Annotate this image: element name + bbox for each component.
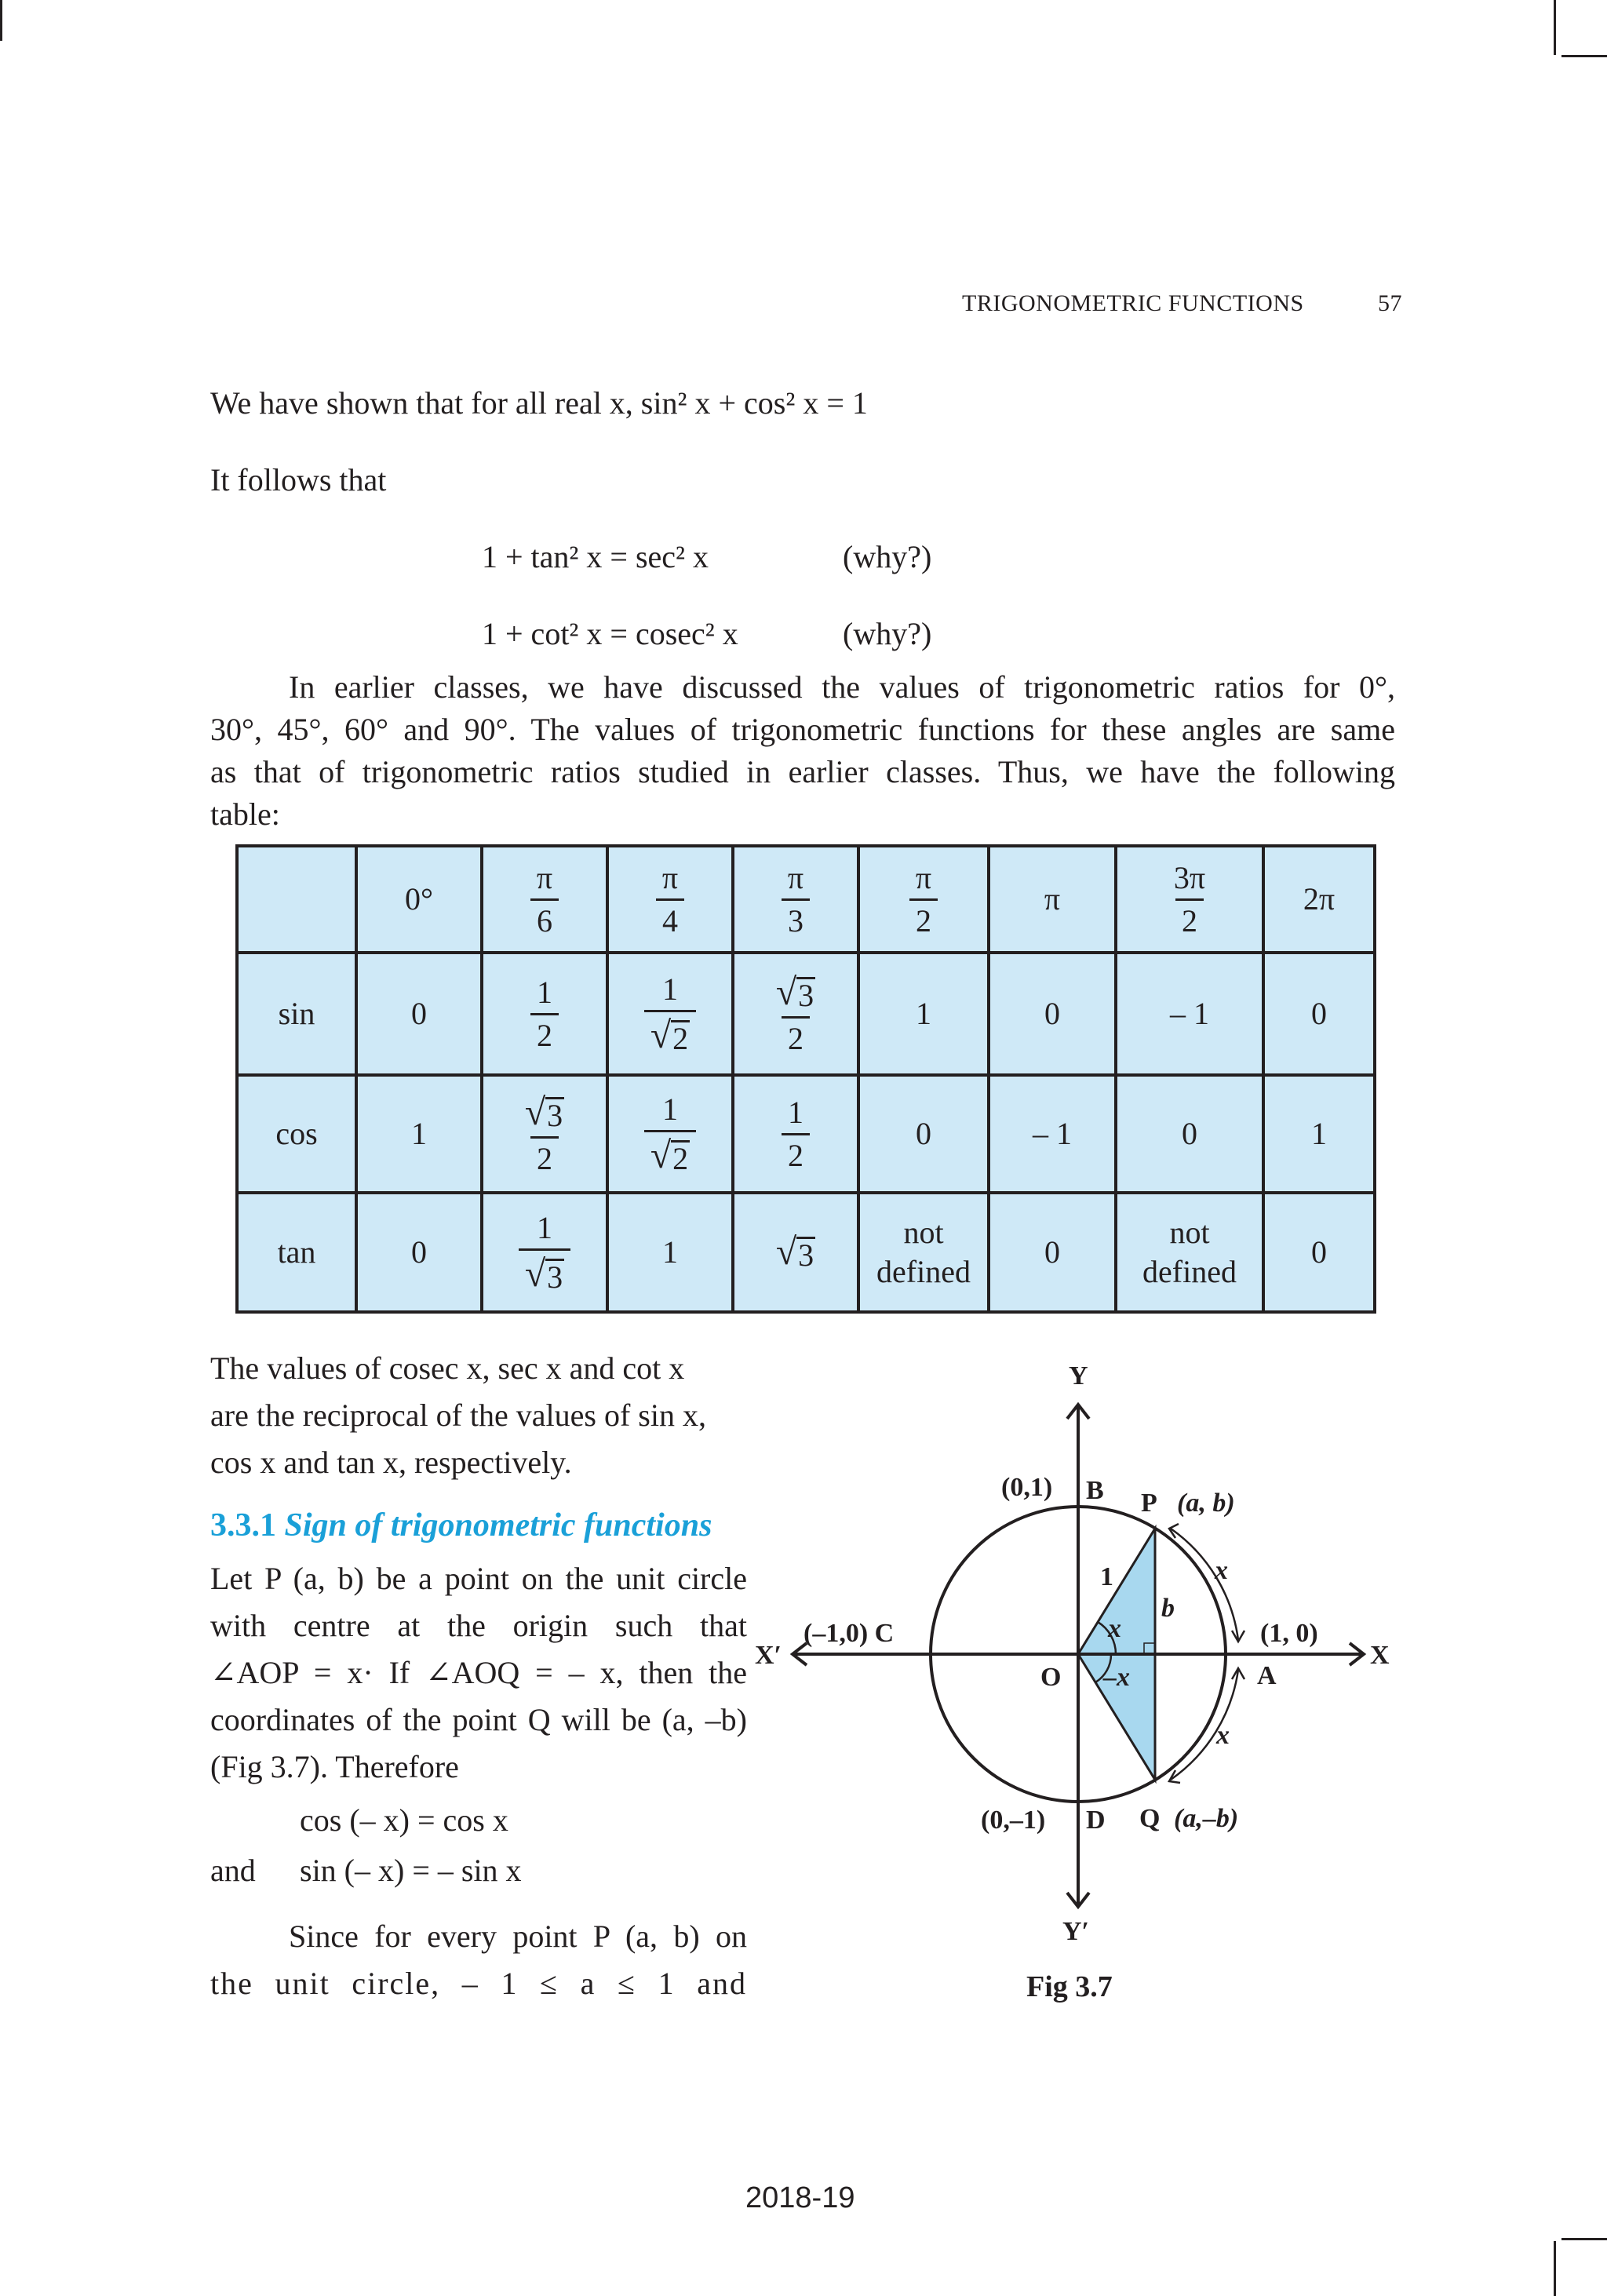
- cos-3pi-2: 0: [1116, 1075, 1263, 1193]
- angle-pi-4: $\frac{\pi}{4}$: [607, 846, 733, 953]
- tan-pi-4: 1: [607, 1193, 733, 1312]
- section-number: 3.3.1: [210, 1507, 276, 1543]
- identity-2: 1 + cot² x = cosec² x: [482, 616, 738, 651]
- section-para-line-2: with centre at the origin such that: [210, 1608, 747, 1643]
- intro-para-line-1: In earlier classes, we have discussed the values of trigonometric ratios for 0°,: [289, 669, 1395, 705]
- table-row-cos: [237, 1075, 1375, 1193]
- label-p: P: [1141, 1489, 1157, 1518]
- equation-cos-neg-x: cos (– x) = cos x: [300, 1802, 508, 1838]
- intro-para-line-2: 30°, 45°, 60° and 90°. The values of trigonometric functions for these angles are same: [210, 712, 1395, 747]
- sin-pi-6: $\frac{1}{2}$: [482, 953, 607, 1075]
- label-arc-x-top: x: [1215, 1556, 1228, 1585]
- header-title: TRIGONOMETRIC FUNCTIONS: [962, 290, 1304, 316]
- tan-2pi: 0: [1263, 1193, 1375, 1312]
- angle-pi-6: $\frac{\pi}{6}$: [482, 846, 607, 953]
- table-corner-cell: [237, 846, 356, 953]
- section-para-line-4: coordinates of the point Q will be (a, –b): [210, 1702, 747, 1737]
- label-d-coord: (0,–1): [981, 1806, 1046, 1835]
- tan-0: 0: [356, 1193, 482, 1312]
- section-para-line-1: Let P (a, b) be a point on the unit circle: [210, 1561, 747, 1596]
- crop-mark-top-right-h: [1561, 55, 1607, 57]
- sin-0: 0: [356, 953, 482, 1075]
- unit-circle-figure: [745, 1350, 1405, 1962]
- cos-2pi: 1: [1263, 1075, 1375, 1193]
- angle-3pi-2: $\frac{3\pi}{2}$: [1116, 846, 1263, 953]
- angle-2pi: 2π: [1263, 846, 1375, 953]
- crop-mark-top-right: [1554, 0, 1556, 55]
- cos-pi-3: $\frac{1}{2}$: [733, 1075, 858, 1193]
- label-q-coord: (a,–b): [1174, 1804, 1239, 1833]
- tan-pi-2: not defined: [858, 1193, 989, 1312]
- tan-3pi-2: not defined: [1116, 1193, 1263, 1312]
- last-line-1: Since for every point P (a, b) on: [289, 1919, 747, 1954]
- label-y: Y: [1069, 1361, 1088, 1390]
- intro-para-line-3: as that of trigonometric ratios studied in earlier classes. Thus, we have the following: [210, 754, 1395, 789]
- row-label-sin: sin: [237, 953, 356, 1075]
- label-a: A: [1257, 1661, 1277, 1690]
- tan-pi-6: 1 √ 3: [482, 1193, 607, 1312]
- row-label-cos: cos: [237, 1075, 356, 1193]
- label-q: Q: [1139, 1804, 1161, 1833]
- label-x: X: [1370, 1641, 1390, 1670]
- identity-1: 1 + tan² x = sec² x: [482, 539, 709, 574]
- cos-pi-4: 1 √ 2: [607, 1075, 733, 1193]
- angle-pi-3: $\frac{\pi}{3}$: [733, 846, 858, 953]
- trig-values-table: [235, 844, 1376, 1314]
- section-para-line-5: (Fig 3.7). Therefore: [210, 1749, 459, 1784]
- label-b: B: [1086, 1476, 1104, 1505]
- label-origin: O: [1040, 1663, 1062, 1692]
- label-c-coord: (–1,0) C: [804, 1619, 895, 1648]
- section-heading: [210, 1507, 712, 1544]
- label-b-coord: (0,1): [1001, 1473, 1053, 1502]
- intro-line-2: It follows that: [210, 462, 387, 497]
- identity-1-why: (why?): [843, 539, 932, 574]
- row-label-tan: tan: [237, 1193, 356, 1312]
- label-side-b: b: [1161, 1594, 1175, 1623]
- figure-caption: Fig 3.7: [1026, 1970, 1113, 2003]
- label-y-prime: Y′: [1062, 1917, 1090, 1946]
- reciprocal-line-3: cos x and tan x, respectively.: [210, 1445, 572, 1480]
- running-header: [962, 290, 1304, 317]
- table-row-tan: [237, 1193, 1375, 1312]
- sin-2pi: 0: [1263, 953, 1375, 1075]
- table-header-row: [237, 846, 1375, 953]
- reciprocal-line-2: are the reciprocal of the values of sin x,: [210, 1398, 706, 1433]
- and-word: and: [210, 1853, 256, 1888]
- crop-mark-bottom-right: [1554, 2241, 1556, 2296]
- section-title: Sign of trigonometric functions: [284, 1507, 712, 1543]
- label-x-prime: X′: [755, 1641, 782, 1670]
- sin-3pi-2: – 1: [1116, 953, 1263, 1075]
- label-d: D: [1086, 1806, 1106, 1835]
- sin-pi: 0: [989, 953, 1116, 1075]
- label-arc-x-bottom: x: [1216, 1721, 1230, 1750]
- crop-mark-bottom-right-h: [1561, 2238, 1607, 2240]
- intro-para-line-4: table:: [210, 796, 280, 832]
- angle-0: 0°: [356, 846, 482, 953]
- identity-2-why: (why?): [843, 616, 932, 651]
- equation-sin-neg-x: sin (– x) = – sin x: [300, 1853, 522, 1888]
- sin-pi-4: 1 √ 2: [607, 953, 733, 1075]
- crop-mark-top-left: [0, 0, 2, 41]
- cos-pi-6: √ 3 2: [482, 1075, 607, 1193]
- tan-pi: 0: [989, 1193, 1116, 1312]
- reciprocal-line-1: The values of cosec x, sec x and cot x: [210, 1350, 685, 1386]
- label-a-coord: (1, 0): [1260, 1619, 1318, 1648]
- intro-line-1: We have shown that for all real x, sin² x + cos² x = 1: [210, 385, 868, 421]
- sin-pi-2: 1: [858, 953, 989, 1075]
- label-radius: 1: [1100, 1562, 1113, 1591]
- table-row-sin: [237, 953, 1375, 1075]
- angle-pi: π: [989, 846, 1116, 953]
- label-angle-neg-x: –x: [1103, 1663, 1130, 1692]
- cos-0: 1: [356, 1075, 482, 1193]
- cos-pi-2: 0: [858, 1075, 989, 1193]
- label-angle-x: x: [1108, 1614, 1121, 1643]
- page-number: 57: [1378, 290, 1402, 316]
- cos-pi: – 1: [989, 1075, 1116, 1193]
- last-line-2: the unit circle, – 1 ≤ a ≤ 1 and: [210, 1966, 747, 2001]
- label-p-coord: (a, b): [1177, 1489, 1235, 1518]
- footer-year: 2018-19: [745, 2181, 855, 2214]
- angle-pi-2: $\frac{\pi}{2}$: [858, 846, 989, 953]
- tan-pi-3: √ 3: [733, 1193, 858, 1312]
- arc-arrow-upper: [1171, 1529, 1238, 1640]
- section-para-line-3: ∠AOP = x· If ∠AOQ = – x, then the: [210, 1655, 747, 1690]
- sin-pi-3: √ 3 2: [733, 953, 858, 1075]
